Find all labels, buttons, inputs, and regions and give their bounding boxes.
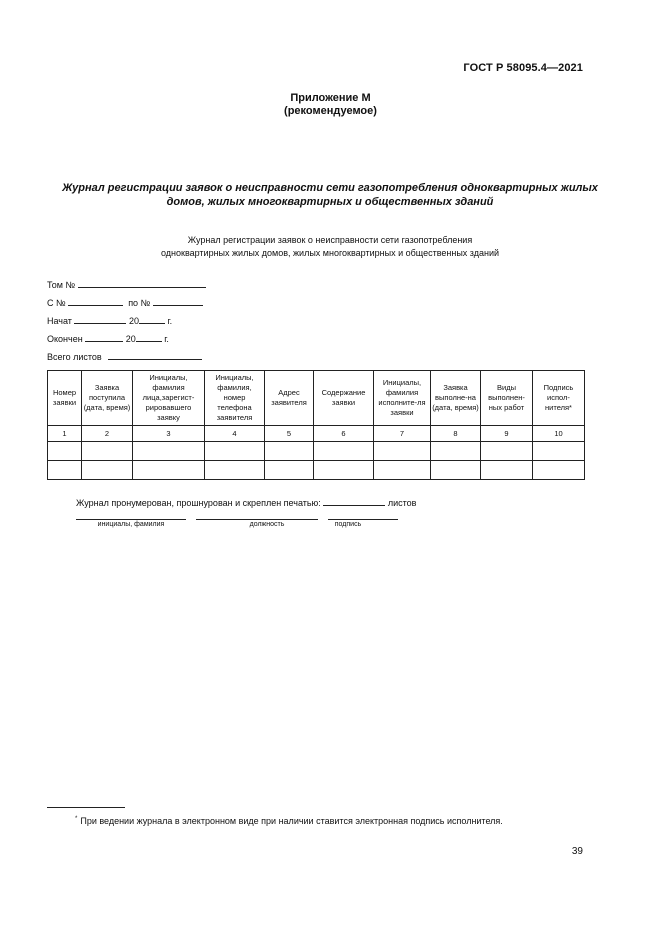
- signature-position-line: [196, 519, 318, 520]
- field-total-sheets: [47, 350, 206, 368]
- table-cell: [265, 461, 314, 480]
- footnote-text: При ведении журнала в электронном виде при наличии ставится электронная подпись исполнителя.: [80, 816, 503, 826]
- section-title-line-1: Журнал регистрации заявок о неисправности сети газопотребления одноквартирных жилых: [62, 182, 598, 194]
- column-header: Заявка поступила (дата, время): [82, 371, 133, 426]
- field-started-label: Начат: [47, 316, 72, 326]
- table-cell: [533, 461, 585, 480]
- table-cell: [374, 442, 431, 461]
- signature-position-label: должность: [249, 521, 285, 528]
- page-number: 39: [571, 846, 583, 857]
- footnote-rule: [47, 807, 125, 808]
- column-number: 10: [533, 426, 585, 442]
- field-ended-year-suffix: г.: [164, 334, 169, 344]
- table-cell: [265, 442, 314, 461]
- field-ended-blank: [85, 332, 123, 342]
- field-from-blank: [68, 296, 123, 306]
- field-started-year-suffix: г.: [167, 316, 173, 326]
- table-row: [48, 442, 585, 461]
- column-header: Инициалы, фамилия, номер телефона заявителя: [205, 371, 265, 426]
- field-started-blank: [74, 314, 126, 324]
- column-header: Номер заявки: [48, 371, 82, 426]
- closing-suffix: листов: [387, 498, 417, 508]
- section-title: [40, 181, 620, 209]
- annex-subtitle: (рекомендуемое): [284, 105, 377, 117]
- column-number: 7: [374, 426, 431, 442]
- section-title-line-2: домов, жилых многоквартирных и общественных зданий: [166, 196, 494, 208]
- field-ended-label: Окончен: [47, 334, 83, 344]
- column-number: 8: [431, 426, 481, 442]
- journal-table: [47, 370, 585, 480]
- closing-statement: [76, 496, 416, 508]
- field-from-label: С №: [47, 298, 66, 308]
- table-cell: [133, 442, 205, 461]
- footnote-mark: *: [75, 816, 78, 822]
- field-total-sheets-label: Всего листов: [47, 352, 102, 362]
- column-number: 4: [205, 426, 265, 442]
- column-number: 9: [481, 426, 533, 442]
- annex-title: Приложение М: [290, 92, 371, 104]
- table-header-row: [48, 371, 585, 426]
- table-cell: [314, 442, 374, 461]
- field-ended-year-prefix: 20: [125, 334, 136, 344]
- closing-text: Журнал пронумерован, прошнурован и скреплен печатью:: [76, 498, 321, 508]
- column-number: 6: [314, 426, 374, 442]
- field-volume-blank: [78, 278, 206, 288]
- column-number: 1: [48, 426, 82, 442]
- column-header: Виды выполнен-ных работ: [481, 371, 533, 426]
- table-cell: [314, 461, 374, 480]
- signature-initials-line: [76, 519, 186, 520]
- table-cell: [481, 442, 533, 461]
- table-cell: [133, 461, 205, 480]
- form-title: [40, 234, 620, 260]
- field-started-year-prefix: 20: [128, 316, 139, 326]
- table-cell: [82, 461, 133, 480]
- document-code: ГОСТ Р 58095.4—2021: [463, 62, 583, 74]
- field-ended-year-blank: [136, 332, 162, 342]
- table-cell: [374, 461, 431, 480]
- column-number-row: [48, 426, 585, 442]
- signature-initials-label: инициалы, фамилия: [97, 521, 165, 528]
- field-total-sheets-blank: [108, 350, 202, 360]
- field-started: [47, 314, 206, 332]
- journal-fields: [47, 278, 206, 368]
- table-cell: [82, 442, 133, 461]
- signature-sign-label: подпись: [334, 521, 362, 528]
- column-header: Инициалы, фамилия исполните-ля заявки: [374, 371, 431, 426]
- field-to-blank: [153, 296, 203, 306]
- form-title-line-1: Журнал регистрации заявок о неисправности сети газопотребления: [187, 235, 473, 245]
- table-row: [48, 461, 585, 480]
- table-cell: [533, 442, 585, 461]
- footnote: [75, 816, 503, 826]
- table-cell: [205, 461, 265, 480]
- column-header: Инициалы, фамилия лица,зарегист-рировавшего заявку: [133, 371, 205, 426]
- field-ended: [47, 332, 206, 350]
- field-volume: [47, 278, 206, 296]
- closing-sheets-blank: [323, 496, 385, 506]
- column-header: Адрес заявителя: [265, 371, 314, 426]
- table-cell: [48, 442, 82, 461]
- table-cell: [205, 442, 265, 461]
- field-range: [47, 296, 206, 314]
- field-volume-label: Том №: [47, 280, 76, 290]
- column-header: Содержание заявки: [314, 371, 374, 426]
- table-cell: [431, 442, 481, 461]
- column-number: 5: [265, 426, 314, 442]
- column-header: Заявка выполне-на (дата, время): [431, 371, 481, 426]
- table-cell: [48, 461, 82, 480]
- signature-sign-line: [328, 519, 398, 520]
- column-number: 3: [133, 426, 205, 442]
- field-started-year-blank: [139, 314, 165, 324]
- form-title-line-2: одноквартирных жилых домов, жилых многоквартирных и общественных зданий: [160, 248, 500, 258]
- table-cell: [431, 461, 481, 480]
- field-to-label: по №: [128, 298, 151, 308]
- table-cell: [481, 461, 533, 480]
- column-header: Подпись испол-нителя*: [533, 371, 585, 426]
- column-number: 2: [82, 426, 133, 442]
